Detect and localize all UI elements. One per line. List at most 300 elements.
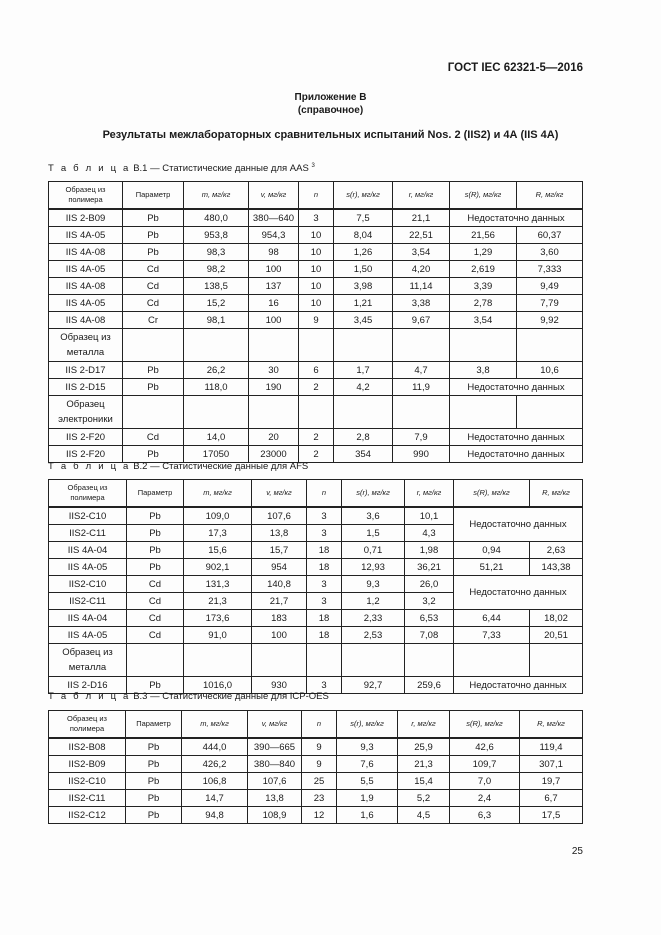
table-cell: IIS 2-F20 [49,446,123,463]
table-caption [48,691,329,702]
table-cell: IIS 2-D16 [49,677,127,694]
table-cell [334,329,393,362]
table-cell: IIS2-C11 [49,593,127,610]
table-cell: 183 [252,610,307,627]
table-cell: 6,44 [454,610,530,627]
table-cell: 138,5 [184,278,249,295]
table-row [49,610,583,627]
table-cell: Pb [123,227,184,244]
table-cell: 8,04 [334,227,393,244]
table-cell: Недостаточно данных [450,209,583,227]
table-row [49,773,583,790]
table-cell: 19,7 [520,773,583,790]
table-cell: Pb [123,209,184,227]
table-cell: 4,20 [393,261,450,278]
table-cell: 480,0 [184,209,249,227]
table-cell: 1,7 [334,362,393,379]
table-cell: Cd [123,261,184,278]
column-header: s(r), мг/кг [337,711,398,739]
appendix-title: Приложение В [294,92,367,103]
table-cell: 4,5 [398,807,450,824]
column-header: v, мг/кг [249,182,299,210]
table-cell: 106,8 [182,773,248,790]
table-cell: Pb [127,677,184,694]
table-caption [48,461,308,472]
table-cell: 3,60 [517,244,583,261]
table-cell: 10 [299,278,334,295]
table-cell: 1,6 [337,807,398,824]
table-cell: Cd [127,627,184,644]
table-cell: 3,6 [342,507,405,525]
column-header: Параметр [126,711,182,739]
table-cell: 1,9 [337,790,398,807]
table-cell: 4,3 [405,525,454,542]
table-cell: Недостаточно данных [450,429,583,446]
statistics-table-aas [48,181,583,463]
table-cell [123,396,184,429]
table-cell: 190 [249,379,299,396]
column-header: n [307,480,342,508]
table-cell: 7,79 [517,295,583,312]
table-cell: 17050 [184,446,249,463]
table-cell: 91,0 [184,627,252,644]
table-cell: 18 [307,542,342,559]
table-cell: 21,7 [252,593,307,610]
column-header: Образец из полимера [49,182,123,210]
table-cell: IIS 2-D17 [49,362,123,379]
table-cell: Недостаточно данных [450,379,583,396]
column-header: v, мг/кг [252,480,307,508]
table-title: — Статистические данные для AFS [150,461,309,472]
table-cell: IIS2-B08 [49,738,126,756]
column-header: m, мг/кг [184,182,249,210]
table-cell: 1,29 [450,244,517,261]
table-cell: 15,4 [398,773,450,790]
table-row [49,261,583,278]
table-cell: 98 [249,244,299,261]
table-cell: 990 [393,446,450,463]
table-cell: 3 [307,677,342,694]
table-cell [393,329,450,362]
table-cell: 23000 [249,446,299,463]
table-cell: IIS2-C12 [49,807,126,824]
table-cell: 954 [252,559,307,576]
table-cell: 30 [249,362,299,379]
table-cell: Pb [126,790,182,807]
table-cell: Cd [127,576,184,593]
table-number: В.3 [133,691,148,702]
table-label: Т а б л и ц а [48,163,131,175]
table-cell: Pb [123,244,184,261]
table-row [49,807,583,824]
table-cell: 7,33 [454,627,530,644]
table-cell: 25 [302,773,337,790]
table-cell: 5,2 [398,790,450,807]
table-cell: 92,7 [342,677,405,694]
table-cell: 2,619 [450,261,517,278]
column-header: Образец из полимера [49,711,126,739]
table-cell: Cd [123,429,184,446]
table-cell: 10 [299,227,334,244]
table-row [49,278,583,295]
table-cell: 15,2 [184,295,249,312]
table-cell: 2 [299,446,334,463]
column-header: v, мг/кг [248,711,302,739]
table-cell: 98,1 [184,312,249,329]
table-cell: IIS 2-D15 [49,379,123,396]
table-cell: IIS 4А-05 [49,227,123,244]
table-section-row [49,644,583,677]
table-cell: 9,3 [342,576,405,593]
table-header-row [49,182,583,210]
table-number: В.1 [133,163,148,175]
table-cell: 7,333 [517,261,583,278]
table-cell: 2 [299,429,334,446]
table-cell: IIS2-C11 [49,790,126,807]
table-cell: 2,33 [342,610,405,627]
table-cell: Pb [126,773,182,790]
table-cell: 107,6 [248,773,302,790]
table-cell [252,644,307,677]
column-header: m, мг/кг [182,711,248,739]
table-cell: 109,7 [450,756,520,773]
table-cell: Недостаточно данных [450,446,583,463]
table-cell: 10 [299,295,334,312]
table-row [49,756,583,773]
table-cell: 18 [307,559,342,576]
table-cell: 36,21 [405,559,454,576]
table-cell: 3,38 [393,295,450,312]
table-cell: Образец электроники [49,396,123,429]
table-cell: 140,8 [252,576,307,593]
table-cell [127,644,184,677]
table-cell: IIS 4А-08 [49,244,123,261]
table-cell: 15,6 [184,542,252,559]
table-header-row [49,480,583,508]
table-caption [48,163,315,174]
table-row [49,429,583,446]
table-cell: 6,53 [405,610,454,627]
table-row [49,542,583,559]
table-cell: Pb [126,738,182,756]
column-header: R, мг/кг [517,182,583,210]
table-cell: 3 [299,209,334,227]
table-cell: 10 [299,244,334,261]
table-cell: 17,3 [184,525,252,542]
table-cell: 12 [302,807,337,824]
table-cell: 137 [249,278,299,295]
table-cell: 3,98 [334,278,393,295]
table-cell [334,396,393,429]
table-cell: Образец из металла [49,329,123,362]
table-cell: 307,1 [520,756,583,773]
table-cell: Cr [123,312,184,329]
table-cell: 21,1 [393,209,450,227]
table-row [49,507,583,525]
table-cell [450,396,517,429]
table-cell: 9 [302,756,337,773]
table-cell: 3 [307,576,342,593]
table-cell: 2 [299,379,334,396]
table-cell: Pb [123,379,184,396]
table-cell: 902,1 [184,559,252,576]
table-cell: Cd [123,278,184,295]
table-row [49,790,583,807]
table-cell [530,644,583,677]
table-cell: 0,71 [342,542,405,559]
table-cell: 1016,0 [184,677,252,694]
column-header: r, мг/кг [398,711,450,739]
table-cell: Pb [123,362,184,379]
table-cell: 1,5 [342,525,405,542]
table-cell: IIS2-C10 [49,507,127,525]
table-cell [450,329,517,362]
table-cell: 3,39 [450,278,517,295]
table-cell [184,329,249,362]
table-cell: 3,8 [450,362,517,379]
table-cell: 930 [252,677,307,694]
table-cell: 380—640 [249,209,299,227]
table-cell: 9 [299,312,334,329]
column-header: s(R), мг/кг [450,182,517,210]
table-cell: 4,2 [334,379,393,396]
table-cell: 10 [299,261,334,278]
appendix-subtitle: (справочное) [297,105,364,116]
table-cell: 1,26 [334,244,393,261]
table-cell: Образец из металла [49,644,127,677]
table-cell: 9,67 [393,312,450,329]
table-cell: 6,3 [450,807,520,824]
table-cell: 98,3 [184,244,249,261]
table-cell: IIS 4А-05 [49,261,123,278]
table-cell [307,644,342,677]
table-cell: 13,8 [248,790,302,807]
table-title: — Статистические данные для AAS [150,163,309,175]
table-cell: 26,2 [184,362,249,379]
table-cell: 3,54 [450,312,517,329]
table-label: Т а б л и ц а [48,691,131,702]
table-cell [405,644,454,677]
table-cell: 3,45 [334,312,393,329]
column-header: R, мг/кг [520,711,583,739]
table-cell: 11,14 [393,278,450,295]
table-row [49,379,583,396]
table-cell: 9,3 [337,738,398,756]
table-cell: Pb [126,756,182,773]
table-cell: 444,0 [182,738,248,756]
table-cell: IIS2-C10 [49,576,127,593]
table-cell [249,329,299,362]
table-cell: 4,7 [393,362,450,379]
table-label: Т а б л и ц а [48,461,131,472]
table-cell: 108,9 [248,807,302,824]
table-cell: 107,6 [252,507,307,525]
table-cell: 3 [307,593,342,610]
table-cell: 954,3 [249,227,299,244]
table-number: В.2 [133,461,148,472]
table-cell: 2,8 [334,429,393,446]
table-row [49,576,583,593]
table-cell: 21,3 [184,593,252,610]
table-superscript: 3 [311,163,315,169]
appendix-header [0,91,661,117]
table-cell [454,644,530,677]
table-cell: IIS 4А-05 [49,559,127,576]
table-row [49,446,583,463]
table-cell: Cd [127,593,184,610]
table-cell: 0,94 [454,542,530,559]
table-cell: 953,8 [184,227,249,244]
table-cell: Pb [127,507,184,525]
page-number: 25 [571,846,583,857]
table-cell: 2,63 [530,542,583,559]
table-cell: 25,9 [398,738,450,756]
table-cell: Cd [127,610,184,627]
table-row [49,627,583,644]
table-cell [517,329,583,362]
statistics-table-icp-oes [48,710,583,824]
table-cell: IIS 4А-08 [49,278,123,295]
table-cell: IIS2-C11 [49,525,127,542]
table-cell: IIS 2-В09 [49,209,123,227]
table-cell: 1,21 [334,295,393,312]
table-cell: 3,54 [393,244,450,261]
table-cell: 94,8 [182,807,248,824]
table-row [49,362,583,379]
column-header: n [302,711,337,739]
column-header: r, мг/кг [393,182,450,210]
table-row [49,209,583,227]
table-section-row [49,396,583,429]
table-cell [393,396,450,429]
table-cell: 118,0 [184,379,249,396]
table-cell [517,396,583,429]
table-cell: 3,2 [405,593,454,610]
table-cell: 2,4 [450,790,520,807]
table-cell: 380—840 [248,756,302,773]
table-cell: 18 [307,610,342,627]
table-cell: Недостаточно данных [454,507,583,542]
table-cell: IIS2-C10 [49,773,126,790]
table-cell: 11,9 [393,379,450,396]
table-cell: Pb [126,807,182,824]
table-cell: 143,38 [530,559,583,576]
table-cell: 10,1 [405,507,454,525]
table-cell: 98,2 [184,261,249,278]
table-cell [299,396,334,429]
column-header: Параметр [127,480,184,508]
table-cell: 3 [307,507,342,525]
table-cell: 12,93 [342,559,405,576]
table-cell: 23 [302,790,337,807]
table-cell: 131,3 [184,576,252,593]
table-cell: IIS 4А-05 [49,627,127,644]
column-header: n [299,182,334,210]
table-cell: 13,8 [252,525,307,542]
table-cell: 15,7 [252,542,307,559]
table-cell: Pb [127,559,184,576]
column-header: R, мг/кг [530,480,583,508]
table-row [49,227,583,244]
table-cell: 6 [299,362,334,379]
table-cell [184,396,249,429]
table-cell: 26,0 [405,576,454,593]
column-header: Образец из полимера [49,480,127,508]
table-cell: 10,6 [517,362,583,379]
table-cell: 20 [249,429,299,446]
table-cell: 17,5 [520,807,583,824]
table-cell: 100 [252,627,307,644]
table-cell [249,396,299,429]
table-cell: 426,2 [182,756,248,773]
table-cell: Pb [123,446,184,463]
column-header: s(r), мг/кг [342,480,405,508]
table-cell: 42,6 [450,738,520,756]
table-cell: 21,56 [450,227,517,244]
column-header: Параметр [123,182,184,210]
table-cell: 109,0 [184,507,252,525]
table-cell: 60,37 [517,227,583,244]
table-cell: Недостаточно данных [454,677,583,694]
table-cell: 2,78 [450,295,517,312]
table-cell: Недостаточно данных [454,576,583,610]
table-cell: 390—665 [248,738,302,756]
table-cell: 1,98 [405,542,454,559]
table-cell: Pb [127,525,184,542]
table-cell: IIS 4А-04 [49,610,127,627]
table-cell [299,329,334,362]
table-cell [342,644,405,677]
table-cell: 173,6 [184,610,252,627]
table-cell: 21,3 [398,756,450,773]
table-cell: IIS 4А-04 [49,542,127,559]
table-cell: 14,0 [184,429,249,446]
table-cell: 2,53 [342,627,405,644]
table-cell: IIS 2-F20 [49,429,123,446]
column-header: s(R), мг/кг [450,711,520,739]
table-cell: 9 [302,738,337,756]
table-cell: 7,6 [337,756,398,773]
table-cell: 7,5 [334,209,393,227]
table-cell: 51,21 [454,559,530,576]
table-cell: IIS 4А-05 [49,295,123,312]
table-cell: Cd [123,295,184,312]
table-cell: 20,51 [530,627,583,644]
table-cell: 119,4 [520,738,583,756]
table-cell: 3 [307,525,342,542]
table-header-row [49,711,583,739]
column-header: m, мг/кг [184,480,252,508]
table-row [49,559,583,576]
table-cell: 1,50 [334,261,393,278]
table-cell: IIS 4А-08 [49,312,123,329]
table-row [49,312,583,329]
table-cell [184,644,252,677]
table-cell: IIS2-B09 [49,756,126,773]
table-cell: 9,49 [517,278,583,295]
column-header: r, мг/кг [405,480,454,508]
table-cell: 14,7 [182,790,248,807]
document-code: ГОСТ IEC 62321-5—2016 [447,62,583,74]
table-cell: 9,92 [517,312,583,329]
table-title: — Статистические данные для ICP-OES [150,691,329,702]
table-row [49,244,583,261]
table-cell: 7,9 [393,429,450,446]
table-cell: 100 [249,261,299,278]
table-section-row [49,329,583,362]
table-cell: 22,51 [393,227,450,244]
table-cell: 7,0 [450,773,520,790]
